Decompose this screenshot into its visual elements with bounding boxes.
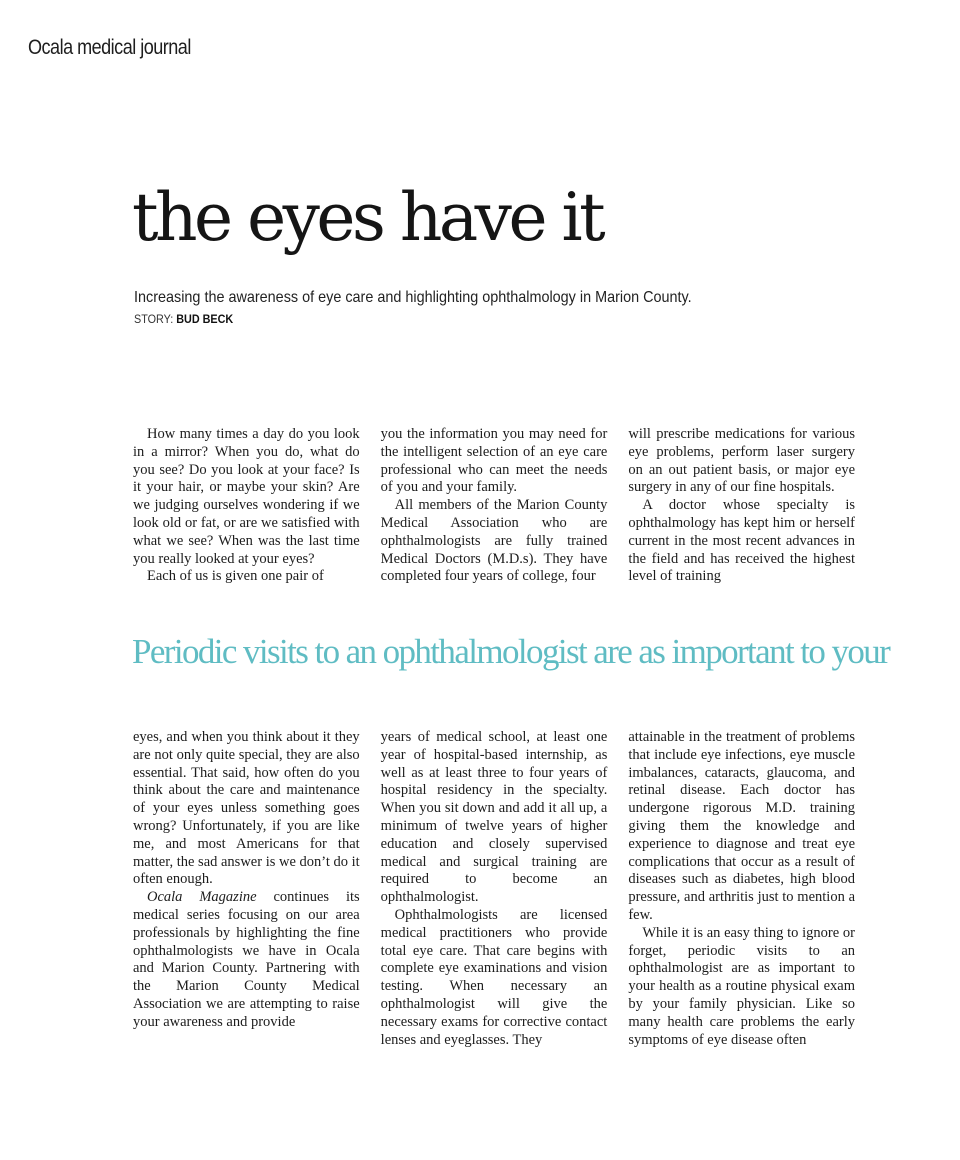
paragraph: [133, 889, 360, 1031]
column-1-top: [133, 426, 360, 586]
paragraph: attainable in the treatment of problems that include eye infections, eye muscle imbalances, cataracts, glaucoma, and retinal disease. Each doctor has undergone rigorous M.D. training giving them the knowledge and experience to diagnose and treat eye complications that occur as a result of diseases such as diabetes, high blood pressure, and arthritis just to mention a few.: [628, 729, 856, 923]
body-columns-bottom: [133, 729, 855, 1049]
column-2-top: [381, 426, 608, 586]
paragraph: years of medical school, at least one year of hospital-based internship, as well as at least three to four years of hospital residency in the specialty. When you sit down and add it all up, a minimum of twelve years of higher education and closely supervised medical and surgical training are required to become an ophthalmologist.: [380, 729, 608, 906]
paragraph: While it is an easy thing to ignore or forget, periodic visits to an ophthalmologist are as important to your health as a routine physical exam by your family physician. Like so many health care problems the early symptoms of eye disease often: [628, 924, 856, 1048]
paragraph: Ophthalmologists are licensed medical practitioners who provide total eye care. That care begins with complete eye examinations and vision testing. When necessary an ophthalmologist will give the necessary exams for corrective contact lenses and eyeglasses. They: [380, 906, 608, 1048]
byline-author: BUD BECK: [176, 312, 234, 326]
byline-label: STORY:: [134, 312, 174, 326]
publication-name: Ocala medical journal: [28, 36, 191, 59]
column-3-bottom: [628, 729, 855, 1049]
column-2-bottom: [381, 729, 608, 1049]
paragraph: will prescribe medications for various eye problems, perform laser surgery on an out patient basis, or major eye surgery in any of our fine hospitals.: [628, 426, 856, 496]
paragraph: eyes, and when you think about it they are not only quite special, they are also essential. That said, how often do you think about the care and maintenance of your eyes unless something goes wrong? Unfortunately, if you are like me, and most Americans for that matter, the sad answer is we don’t do it often enough.: [133, 729, 360, 888]
paragraph: All members of the Marion County Medical Association who are ophthalmologists are fully trained Medical Doctors (M.D.s). They have completed four years of college, four: [380, 497, 608, 585]
article-subtitle: Increasing the awareness of eye care and highlighting ophthalmology in Marion County.: [134, 289, 692, 306]
paragraph: How many times a day do you look in a mirror? When you do, what do you see? Do you look at your face? Is it your hair, or maybe your skin? Are we judging ourselves wondering if we look old or fat, or are we satisfied with what we see? When was the last time you really looked at your eyes?: [133, 426, 360, 567]
paragraph-text: continues its medical series focusing on our area professionals by highlighting the fine ophthalmologists we have in Ocala and Marion County. Partnering with the Marion County Medical Association we are attempting to raise your awareness and provide: [133, 889, 360, 1030]
paragraph: Each of us is given one pair of: [147, 568, 324, 585]
paragraph: you the information you may need for the intelligent selection of an eye care professional who can meet the needs of you and your family.: [380, 426, 608, 496]
pull-quote: Periodic visits to an ophthalmologist are as important to your: [132, 632, 890, 671]
magazine-name: Ocala Magazine: [147, 889, 257, 906]
byline: [134, 312, 233, 326]
body-columns-top: [133, 426, 855, 586]
article-title: the eyes have it: [132, 179, 603, 256]
column-1-bottom: [133, 729, 360, 1049]
paragraph: A doctor whose specialty is ophthalmology has kept him or herself current in the most recent advances in the field and has received the highest level of training: [628, 497, 856, 585]
column-3-top: [628, 426, 855, 586]
